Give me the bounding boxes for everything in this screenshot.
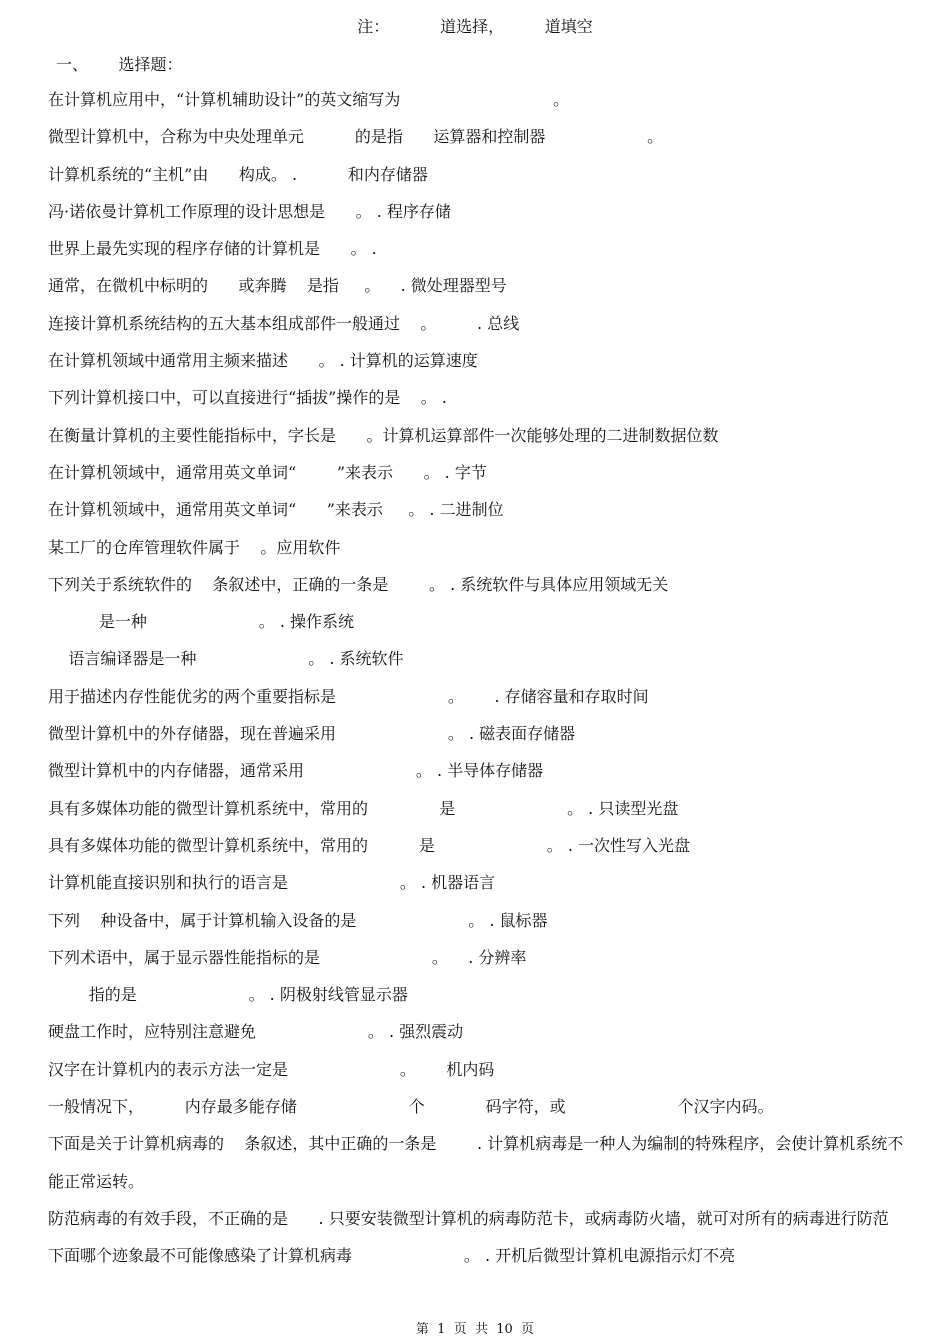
question-line: 下面哪个迹象最不可能像感染了计算机病毒 。 . 开机后微型计算机电源指示灯不亮 <box>48 1246 736 1266</box>
question-line: 在计算机领域中通常用主频来描述 。 . 计算机的运算速度 <box>48 351 478 371</box>
question-line: 微型计算机中，合称为中央处理单元 的是指 运算器和控制器 。 <box>48 127 664 147</box>
question-line: 一般情况下， 内存最多能存储 个 码字符，或 个汉字内码。 <box>48 1097 774 1117</box>
question-line: 冯·诺依曼计算机工作原理的设计思想是 。 . 程序存储 <box>48 201 451 221</box>
question-line: 汉字在计算机内的表示方法一定是 。 机内码 <box>48 1059 495 1079</box>
question-line: 防范病毒的有效手段，不正确的是 . 只要安装微型计算机的病毒防范卡，或病毒防火墙，就可对所有的病毒进行防范 <box>48 1208 889 1228</box>
header-note: 注： 道选择， 道填空 <box>357 17 593 36</box>
question-line: 下列 种设备中，属于计算机输入设备的是 。 . 鼠标器 <box>48 910 548 930</box>
question-line: 微型计算机中的内存储器，通常采用 。 . 半导体存储器 <box>48 761 544 781</box>
question-line: 下列术语中，属于显示器性能指标的是 。 . 分辨率 <box>48 947 527 967</box>
question-line: 通常，在微机中标明的 或奔腾 是指 。 . 微处理器型号 <box>48 276 507 296</box>
question-list <box>48 86 943 1280</box>
question-line: 在衡量计算机的主要性能指标中，字长是 。计算机运算部件一次能够处理的二进制数据位数 <box>48 425 719 445</box>
question-line: 指的是 。 . 阴极射线管显示器 <box>48 985 408 1005</box>
question-line: 连接计算机系统结构的五大基本组成部件一般通过 。 . 总线 <box>48 313 520 333</box>
question-line: 具有多媒体功能的微型计算机系统中，常用的 是 。 . 一次性写入光盘 <box>48 835 691 855</box>
question-line: 具有多媒体功能的微型计算机系统中，常用的 是 。 . 只读型光盘 <box>48 798 679 818</box>
page-number: 第 1 页 共 10 页 <box>415 1322 535 1337</box>
question-line: 世界上最先实现的程序存储的计算机是 。 . <box>48 239 377 259</box>
question-line: 下列关于系统软件的 条叙述中，正确的一条是 。 . 系统软件与具体应用领域无关 <box>48 574 669 594</box>
question-line: 下列计算机接口中，可以直接进行“插拔”操作的是 。 . <box>48 388 447 408</box>
question-line: 能正常运转。 <box>48 1171 145 1191</box>
question-line: 在计算机领域中，通常用英文单词“ ”来表示 。 . 字节 <box>48 462 487 482</box>
question-line: 是一种 。 . 操作系统 <box>48 612 355 632</box>
question-line: 语言编译器是一种 。 . 系统软件 <box>48 649 404 669</box>
question-line: 下面是关于计算机病毒的 条叙述，其中正确的一条是 . 计算机病毒是一种人为编制的特殊程序，会使计算机系统不 <box>48 1134 904 1154</box>
question-line: 微型计算机中的外存储器，现在普遍采用 。 . 磁表面存储器 <box>48 724 576 744</box>
question-line: 在计算机领域中，通常用英文单词“ ”来表示 。 . 二进制位 <box>48 500 504 520</box>
question-line: 计算机系统的“主机”由 构成。 . 和内存储器 <box>48 164 428 184</box>
question-line: 硬盘工作时，应特别注意避免 。 . 强烈震动 <box>48 1022 464 1042</box>
question-line: 某工厂的仓库管理软件属于 。应用软件 <box>48 537 341 557</box>
question-line: 在计算机应用中，“计算机辅助设计”的英文缩写为 。 <box>48 90 569 109</box>
section-heading: 一、 选择题： <box>56 55 183 74</box>
question-line: 用于描述内存性能优劣的两个重要指标是 。 . 存储容量和存取时间 <box>48 686 649 706</box>
question-line: 计算机能直接识别和执行的语言是 。 . 机器语言 <box>48 873 496 893</box>
